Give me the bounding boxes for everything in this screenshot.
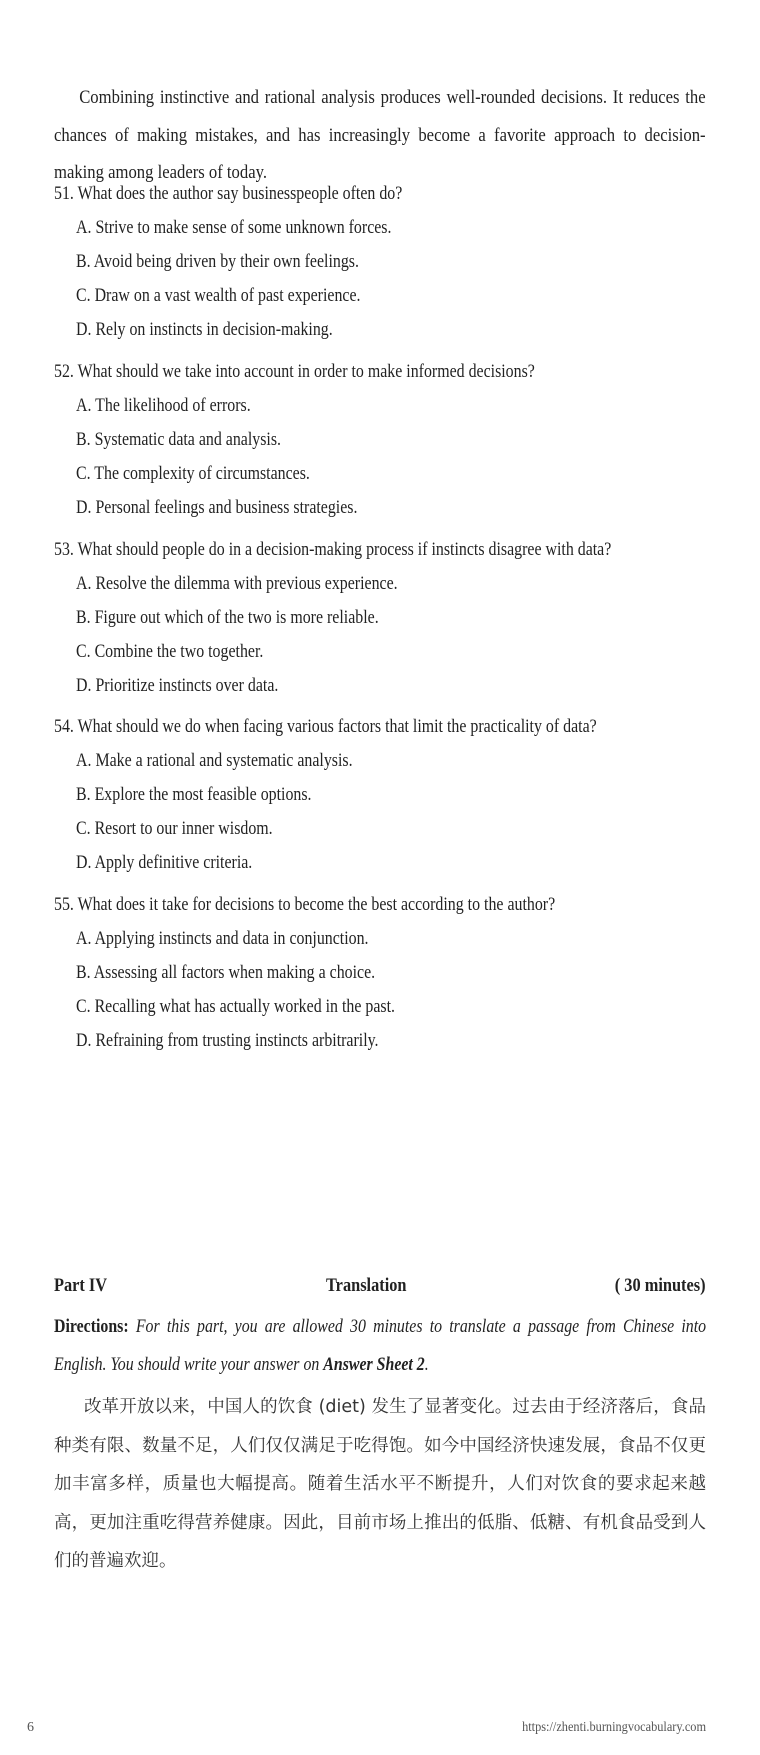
question-53: 53. What should people do in a decision-making process if instincts disagree with data?: [54, 540, 612, 560]
question-55: 55. What does it take for decisions to become the best according to the author?: [54, 895, 556, 915]
option-52-d[interactable]: D. Personal feelings and business strategies.: [76, 498, 358, 518]
option-54-b[interactable]: B. Explore the most feasible options.: [76, 785, 312, 805]
intro-paragraph: Combining instinctive and rational analysis produces well-rounded decisions. It reduces the chances of making mistakes, and has increasingly become a favorite approach to decision-making among leaders of today.: [54, 88, 706, 183]
option-54-d[interactable]: D. Apply definitive criteria.: [76, 853, 253, 873]
option-53-b[interactable]: B. Figure out which of the two is more reliable.: [76, 608, 379, 628]
option-51-b[interactable]: B. Avoid being driven by their own feelings.: [76, 252, 359, 272]
option-55-c[interactable]: C. Recalling what has actually worked in the past.: [76, 997, 396, 1017]
option-52-c[interactable]: C. The complexity of circumstances.: [76, 464, 310, 484]
answer-sheet-label: Answer Sheet 2: [323, 1355, 425, 1375]
page-number: 6: [27, 1720, 34, 1735]
question-52: 52. What should we take into account in order to make informed decisions?: [54, 362, 535, 382]
directions-lead: Directions:: [54, 1317, 129, 1337]
option-55-b[interactable]: B. Assessing all factors when making a choice.: [76, 963, 376, 983]
question-51: 51. What does the author say businesspeople often do?: [54, 184, 403, 204]
part-label: Part IV: [54, 1275, 108, 1296]
directions-end: .: [424, 1355, 429, 1375]
option-51-a[interactable]: A. Strive to make sense of some unknown forces.: [76, 218, 392, 238]
option-52-a[interactable]: A. The likelihood of errors.: [76, 396, 251, 416]
option-55-a[interactable]: A. Applying instincts and data in conjunction.: [76, 929, 369, 949]
part-title: Translation: [326, 1275, 407, 1296]
option-53-a[interactable]: A. Resolve the dilemma with previous experience.: [76, 574, 398, 594]
part-time: ( 30 minutes): [615, 1275, 706, 1296]
directions-paragraph: [54, 1308, 706, 1384]
option-51-c[interactable]: C. Draw on a vast wealth of past experience.: [76, 286, 361, 306]
option-52-b[interactable]: B. Systematic data and analysis.: [76, 430, 282, 450]
part-header: [54, 1275, 706, 1303]
option-55-d[interactable]: D. Refraining from trusting instincts arbitrarily.: [76, 1031, 379, 1051]
option-54-c[interactable]: C. Resort to our inner wisdom.: [76, 819, 273, 839]
directions-body: For this part, you are allowed 30 minutes to translate a passage from Chinese into English. You should write your answer on: [54, 1317, 707, 1375]
option-53-d[interactable]: D. Prioritize instincts over data.: [76, 676, 279, 696]
option-54-a[interactable]: A. Make a rational and systematic analysis.: [76, 751, 353, 771]
question-54: 54. What should we do when facing various factors that limit the practicality of data?: [54, 717, 597, 737]
chinese-passage: 改革开放以来，中国人的饮食 (diet) 发生了显著变化。过去由于经济落后，食品种类有限、数量不足，人们仅仅满足于吃得饱。如今中国经济快速发展，食品不仅更加丰富多样，质量也大幅提高。随着生活水平不断提升，人们对饮食的要求起来越高，更加注重吃得营养健康。因此，目前市场上推出的低脂、低糖、有机食品受到人们的普遍欢迎。: [54, 1397, 706, 1571]
option-51-d[interactable]: D. Rely on instincts in decision-making.: [76, 320, 333, 340]
option-53-c[interactable]: C. Combine the two together.: [76, 642, 264, 662]
footer-url[interactable]: https://zhenti.burningvocabulary.com: [522, 1720, 706, 1735]
